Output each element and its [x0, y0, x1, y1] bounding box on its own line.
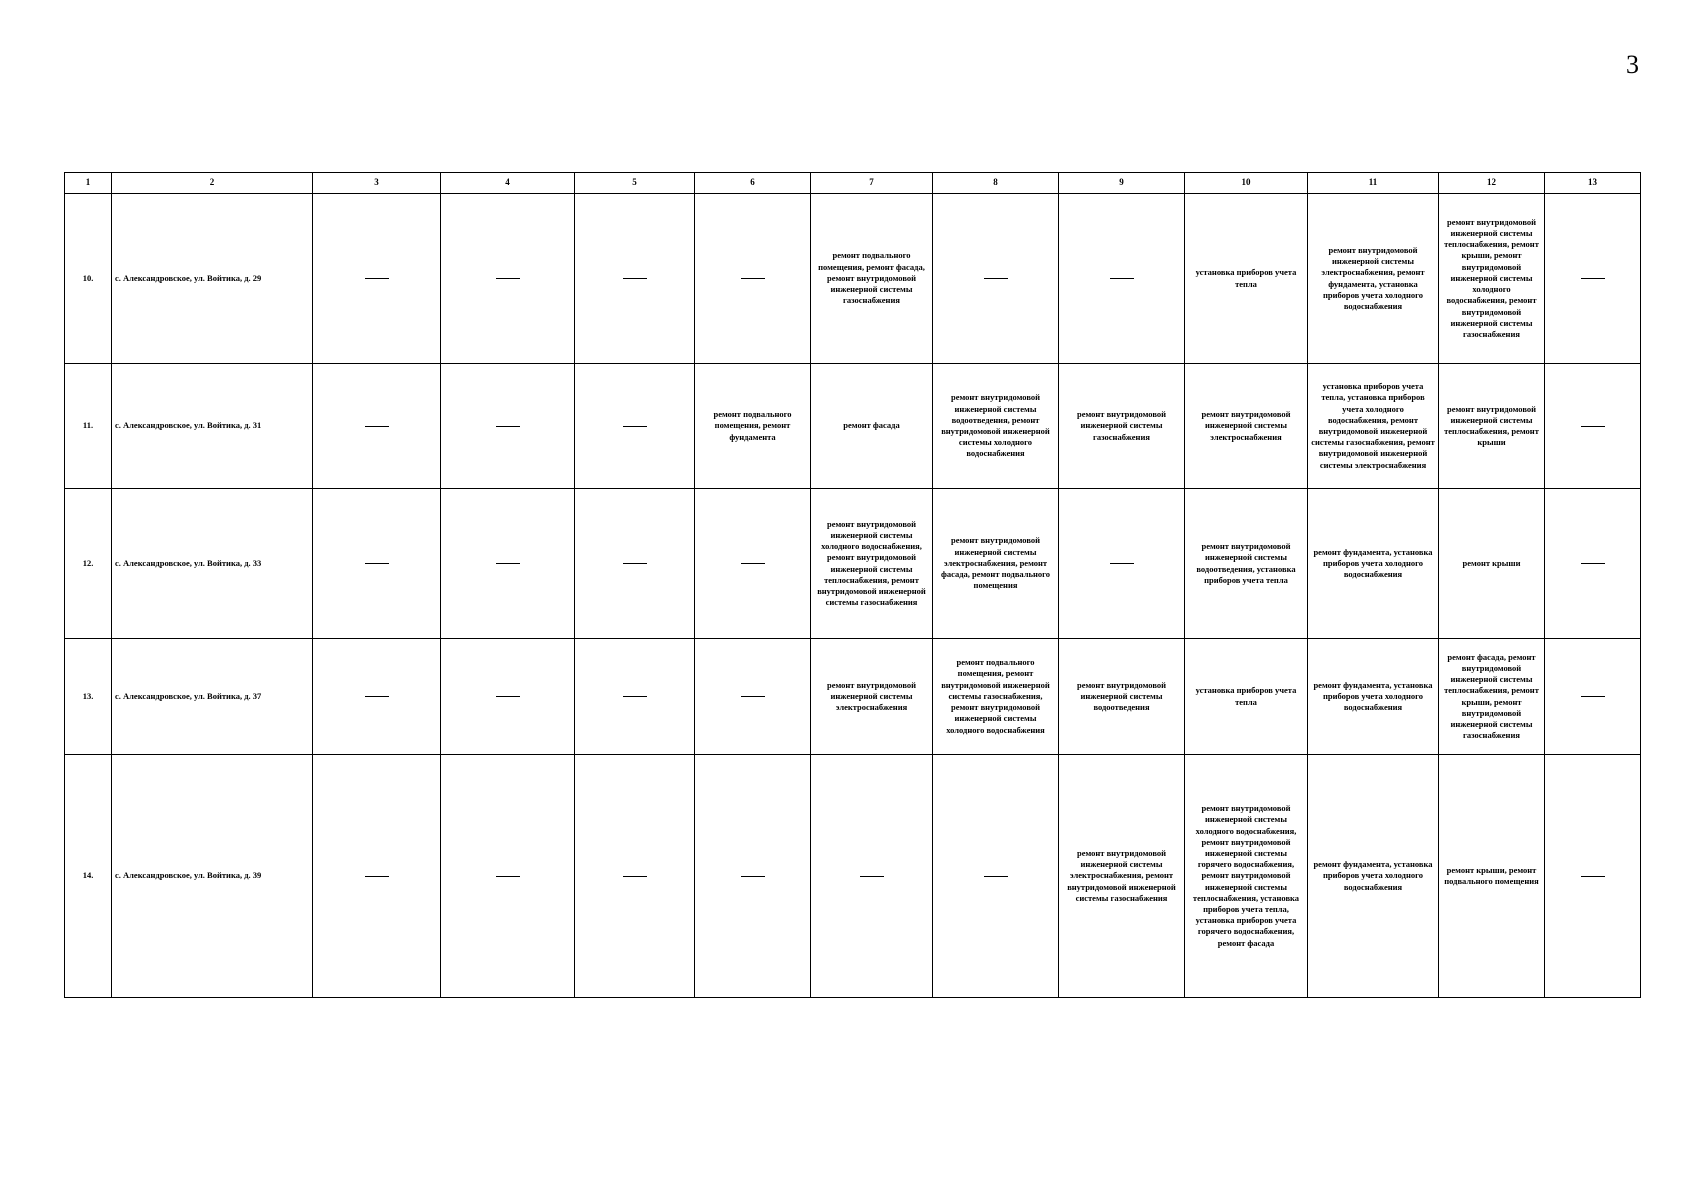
empty-dash-cell: [313, 755, 441, 998]
header-cell: 2: [112, 173, 313, 194]
work-type-cell: ремонт фасада: [811, 364, 933, 489]
dash-mark: [496, 278, 520, 279]
empty-dash-cell: [313, 489, 441, 639]
work-type-cell: ремонт крыши: [1439, 489, 1545, 639]
header-cell: 4: [441, 173, 575, 194]
dash-mark: [1110, 563, 1134, 564]
work-type-cell: ремонт подвального помещения, ремонт внутридомовой инженерной системы газоснабжения, ремонт внутридомовой инженерной системы холодного водоснабжения: [933, 639, 1059, 755]
address-cell: с. Александровское, ул. Войтика, д. 31: [112, 364, 313, 489]
work-type-cell: ремонт фундамента, установка приборов учета холодного водоснабжения: [1308, 489, 1439, 639]
dash-mark: [741, 563, 765, 564]
header-cell: 3: [313, 173, 441, 194]
table-row: [65, 639, 1641, 755]
column-number-header-row: [65, 173, 1641, 194]
dash-mark: [1581, 696, 1605, 697]
empty-dash-cell: [1545, 364, 1641, 489]
dash-mark: [365, 876, 389, 877]
empty-dash-cell: [313, 364, 441, 489]
empty-dash-cell: [1059, 194, 1185, 364]
row-number: 13.: [65, 639, 112, 755]
header-cell: 7: [811, 173, 933, 194]
repair-schedule-table: [64, 172, 1641, 998]
work-type-cell: ремонт внутридомовой инженерной системы водоотведения: [1059, 639, 1185, 755]
empty-dash-cell: [441, 489, 575, 639]
dash-mark: [1110, 278, 1134, 279]
row-number: 10.: [65, 194, 112, 364]
header-cell: 9: [1059, 173, 1185, 194]
header-cell: 12: [1439, 173, 1545, 194]
header-cell: 10: [1185, 173, 1308, 194]
empty-dash-cell: [695, 755, 811, 998]
dash-mark: [741, 278, 765, 279]
work-type-cell: установка приборов учета тепла, установка приборов учета холодного водоснабжения, ремонт внутридомовой инженерной системы газоснабжения, ремонт внутридомовой инженерной системы электроснабжения: [1308, 364, 1439, 489]
dash-mark: [365, 563, 389, 564]
empty-dash-cell: [575, 364, 695, 489]
empty-dash-cell: [1545, 194, 1641, 364]
row-number: 11.: [65, 364, 112, 489]
dash-mark: [496, 426, 520, 427]
dash-mark: [1581, 563, 1605, 564]
empty-dash-cell: [441, 755, 575, 998]
work-type-cell: ремонт фундамента, установка приборов учета холодного водоснабжения: [1308, 639, 1439, 755]
dash-mark: [741, 876, 765, 877]
table-row: [65, 364, 1641, 489]
empty-dash-cell: [575, 489, 695, 639]
work-type-cell: ремонт фасада, ремонт внутридомовой инженерной системы теплоснабжения, ремонт крыши, ремонт внутридомовой инженерной системы газоснабжения: [1439, 639, 1545, 755]
address-cell: с. Александровское, ул. Войтика, д. 39: [112, 755, 313, 998]
work-type-cell: установка приборов учета тепла: [1185, 639, 1308, 755]
empty-dash-cell: [1059, 489, 1185, 639]
dash-mark: [365, 278, 389, 279]
work-type-cell: ремонт внутридомовой инженерной системы электроснабжения, ремонт внутридомовой инженерной системы газоснабжения: [1059, 755, 1185, 998]
dash-mark: [496, 563, 520, 564]
dash-mark: [623, 696, 647, 697]
row-number: 12.: [65, 489, 112, 639]
work-type-cell: ремонт внутридомовой инженерной системы теплоснабжения, ремонт крыши, ремонт внутридомовой инженерной системы холодного водоснабжения, ремонт внутридомовой инженерной системы газоснабжения: [1439, 194, 1545, 364]
dash-mark: [623, 278, 647, 279]
work-type-cell: ремонт внутридомовой инженерной системы электроснабжения, ремонт фасада, ремонт подвального помещения: [933, 489, 1059, 639]
header-cell: 11: [1308, 173, 1439, 194]
table-row: [65, 755, 1641, 998]
address-cell: с. Александровское, ул. Войтика, д. 37: [112, 639, 313, 755]
address-cell: с. Александровское, ул. Войтика, д. 29: [112, 194, 313, 364]
dash-mark: [860, 876, 884, 877]
dash-mark: [365, 696, 389, 697]
address-cell: с. Александровское, ул. Войтика, д. 33: [112, 489, 313, 639]
header-cell: 1: [65, 173, 112, 194]
work-type-cell: ремонт крыши, ремонт подвального помещения: [1439, 755, 1545, 998]
empty-dash-cell: [1545, 489, 1641, 639]
dash-mark: [623, 426, 647, 427]
empty-dash-cell: [441, 364, 575, 489]
empty-dash-cell: [1545, 755, 1641, 998]
empty-dash-cell: [695, 194, 811, 364]
work-type-cell: ремонт внутридомовой инженерной системы электроснабжения: [1185, 364, 1308, 489]
header-cell: 6: [695, 173, 811, 194]
empty-dash-cell: [575, 755, 695, 998]
dash-mark: [1581, 426, 1605, 427]
empty-dash-cell: [1545, 639, 1641, 755]
empty-dash-cell: [575, 194, 695, 364]
empty-dash-cell: [441, 639, 575, 755]
dash-mark: [496, 876, 520, 877]
work-type-cell: ремонт внутридомовой инженерной системы газоснабжения: [1059, 364, 1185, 489]
dash-mark: [623, 563, 647, 564]
table-row: [65, 489, 1641, 639]
work-type-cell: ремонт внутридомовой инженерной системы электроснабжения, ремонт фундамента, установка приборов учета холодного водоснабжения: [1308, 194, 1439, 364]
header-cell: 13: [1545, 173, 1641, 194]
dash-mark: [623, 876, 647, 877]
dash-mark: [496, 696, 520, 697]
empty-dash-cell: [695, 639, 811, 755]
empty-dash-cell: [313, 194, 441, 364]
empty-dash-cell: [811, 755, 933, 998]
work-type-cell: установка приборов учета тепла: [1185, 194, 1308, 364]
work-type-cell: ремонт внутридомовой инженерной системы водоотведения, ремонт внутридомовой инженерной системы холодного водоснабжения: [933, 364, 1059, 489]
work-type-cell: ремонт фундамента, установка приборов учета холодного водоснабжения: [1308, 755, 1439, 998]
work-type-cell: ремонт подвального помещения, ремонт фасада, ремонт внутридомовой инженерной системы газоснабжения: [811, 194, 933, 364]
work-type-cell: ремонт внутридомовой инженерной системы электроснабжения: [811, 639, 933, 755]
dash-mark: [1581, 876, 1605, 877]
dash-mark: [365, 426, 389, 427]
dash-mark: [741, 696, 765, 697]
dash-mark: [984, 278, 1008, 279]
empty-dash-cell: [933, 755, 1059, 998]
work-type-cell: ремонт подвального помещения, ремонт фундамента: [695, 364, 811, 489]
empty-dash-cell: [695, 489, 811, 639]
header-cell: 8: [933, 173, 1059, 194]
empty-dash-cell: [933, 194, 1059, 364]
row-number: 14.: [65, 755, 112, 998]
empty-dash-cell: [441, 194, 575, 364]
dash-mark: [1581, 278, 1605, 279]
empty-dash-cell: [313, 639, 441, 755]
work-type-cell: ремонт внутридомовой инженерной системы теплоснабжения, ремонт крыши: [1439, 364, 1545, 489]
table-row: [65, 194, 1641, 364]
work-type-cell: ремонт внутридомовой инженерной системы водоотведения, установка приборов учета тепла: [1185, 489, 1308, 639]
work-type-cell: ремонт внутридомовой инженерной системы холодного водоснабжения, ремонт внутридомовой инженерной системы теплоснабжения, ремонт внутридомовой инженерной системы газоснабжения: [811, 489, 933, 639]
empty-dash-cell: [575, 639, 695, 755]
work-type-cell: ремонт внутридомовой инженерной системы холодного водоснабжения, ремонт внутридомовой инженерной системы горячего водоснабжения, ремонт внутридомовой инженерной системы теплоснабжения, установка приборов учета тепла, установка приборов учета горячего водоснабжения, ремонт фасада: [1185, 755, 1308, 998]
page-number: 3: [1626, 50, 1639, 79]
dash-mark: [984, 876, 1008, 877]
header-cell: 5: [575, 173, 695, 194]
